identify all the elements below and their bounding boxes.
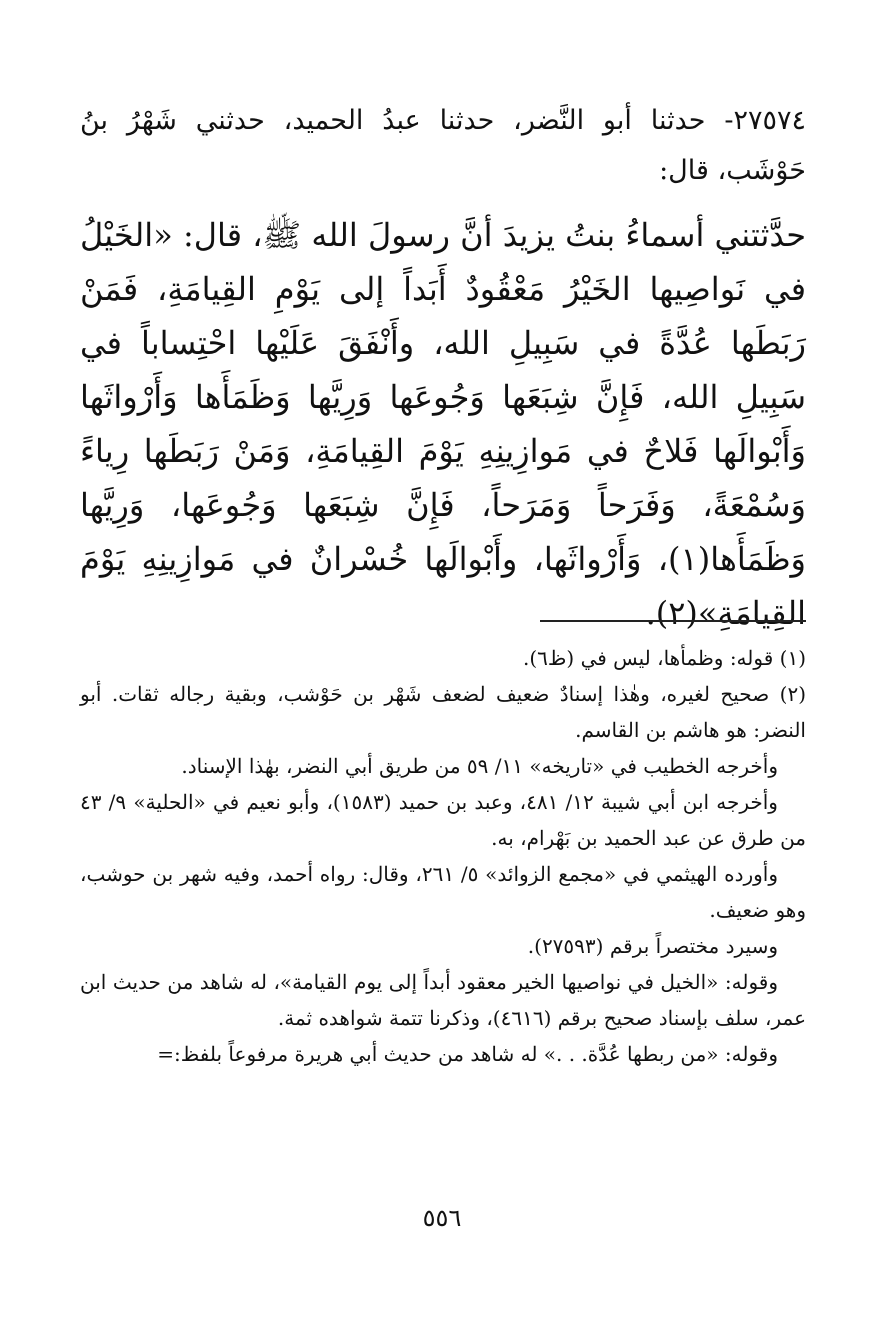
page-number: ٥٥٦ bbox=[422, 1204, 462, 1232]
footnote-paragraph: وأورده الهيثمي في «مجمع الزوائد» ٥/ ٢٦١، وقال: رواه أحمد، وفيه شهر بن حوشب، وهو ضعيف. bbox=[80, 862, 806, 922]
main-text bbox=[80, 96, 806, 640]
hadith-text: حدَّثتني أسماءُ بنتُ يزيدَ أنَّ رسولَ الله ﷺ، قال: «الخَيْلُ في نَواصِيها الخَيْرُ مَعْقُودٌ أَبَداً إلى يَوْمِ القِيامَةِ، فَمَنْ رَبَطَها عُدَّةً في سَبِيلِ الله، وأَنْفَقَ عَلَيْها احْتِساباً في سَبِيلِ الله، فَإِنَّ شِبَعَها وَجُوعَها وَرِيَّها وَظَمَأَها وَأَرْواثَها وَأَبْوالَها فَلاحٌ في مَوازِينِهِ يَوْمَ القِيامَةِ، وَمَنْ رَبَطَها رِياءً وَسُمْعَةً، وَفَرَحاً وَمَرَحاً، فَإِنَّ شِبَعَها وَجُوعَها، وَرِيَّها وَظَمَأَها(١)، وَأَرْواثَها، وأَبْوالَها خُسْرانٌ في مَوازِينِهِ يَوْمَ القِيامَةِ»(٢). bbox=[80, 216, 806, 632]
hadith-chain: ٢٧٥٧٤- حدثنا أبو النَّضر، حدثنا عبدُ الحميد، حدثني شَهْرُ بنُ حَوْشَب، قال: bbox=[80, 105, 806, 186]
footnote-1: (١) قوله: وظمأها، ليس في (ظ٦). bbox=[522, 646, 806, 670]
footnotes bbox=[80, 640, 806, 1072]
footnote-paragraph: وقوله: «من ربطها عُدَّة. . .» له شاهد من حديث أبي هريرة مرفوعاً بلفظ:= bbox=[157, 1042, 778, 1066]
footnote-2: (٢) صحيح لغيره، وهٰذا إسنادٌ ضعيف لضعف شَهْر بن حَوْشب، وبقية رجاله ثقات. أبو النضر: هو هاشم بن القاسم. bbox=[80, 682, 806, 742]
footnote-paragraph: وأخرجه ابن أبي شيبة ١٢/ ٤٨١، وعبد بن حميد (١٥٨٣)، وأبو نعيم في «الحلية» ٩/ ٤٣ من طرق عن عبد الحميد بن بَهْرام، به. bbox=[80, 790, 806, 850]
footnote-separator bbox=[540, 620, 806, 622]
footnote-paragraph: وسيرد مختصراً برقم (٢٧٥٩٣). bbox=[527, 934, 778, 958]
footnote-paragraph: وقوله: «الخيل في نواصيها الخير معقود أبداً إلى يوم القيامة»، له شاهد من حديث ابن عمر، سلف بإسناد صحيح برقم (٤٦١٦)، وذكرنا تتمة شواهده ثمة. bbox=[80, 970, 806, 1030]
footnote-paragraph: وأخرجه الخطيب في «تاريخه» ١١/ ٥٩ من طريق أبي النضر، بهٰذا الإسناد. bbox=[181, 754, 778, 778]
